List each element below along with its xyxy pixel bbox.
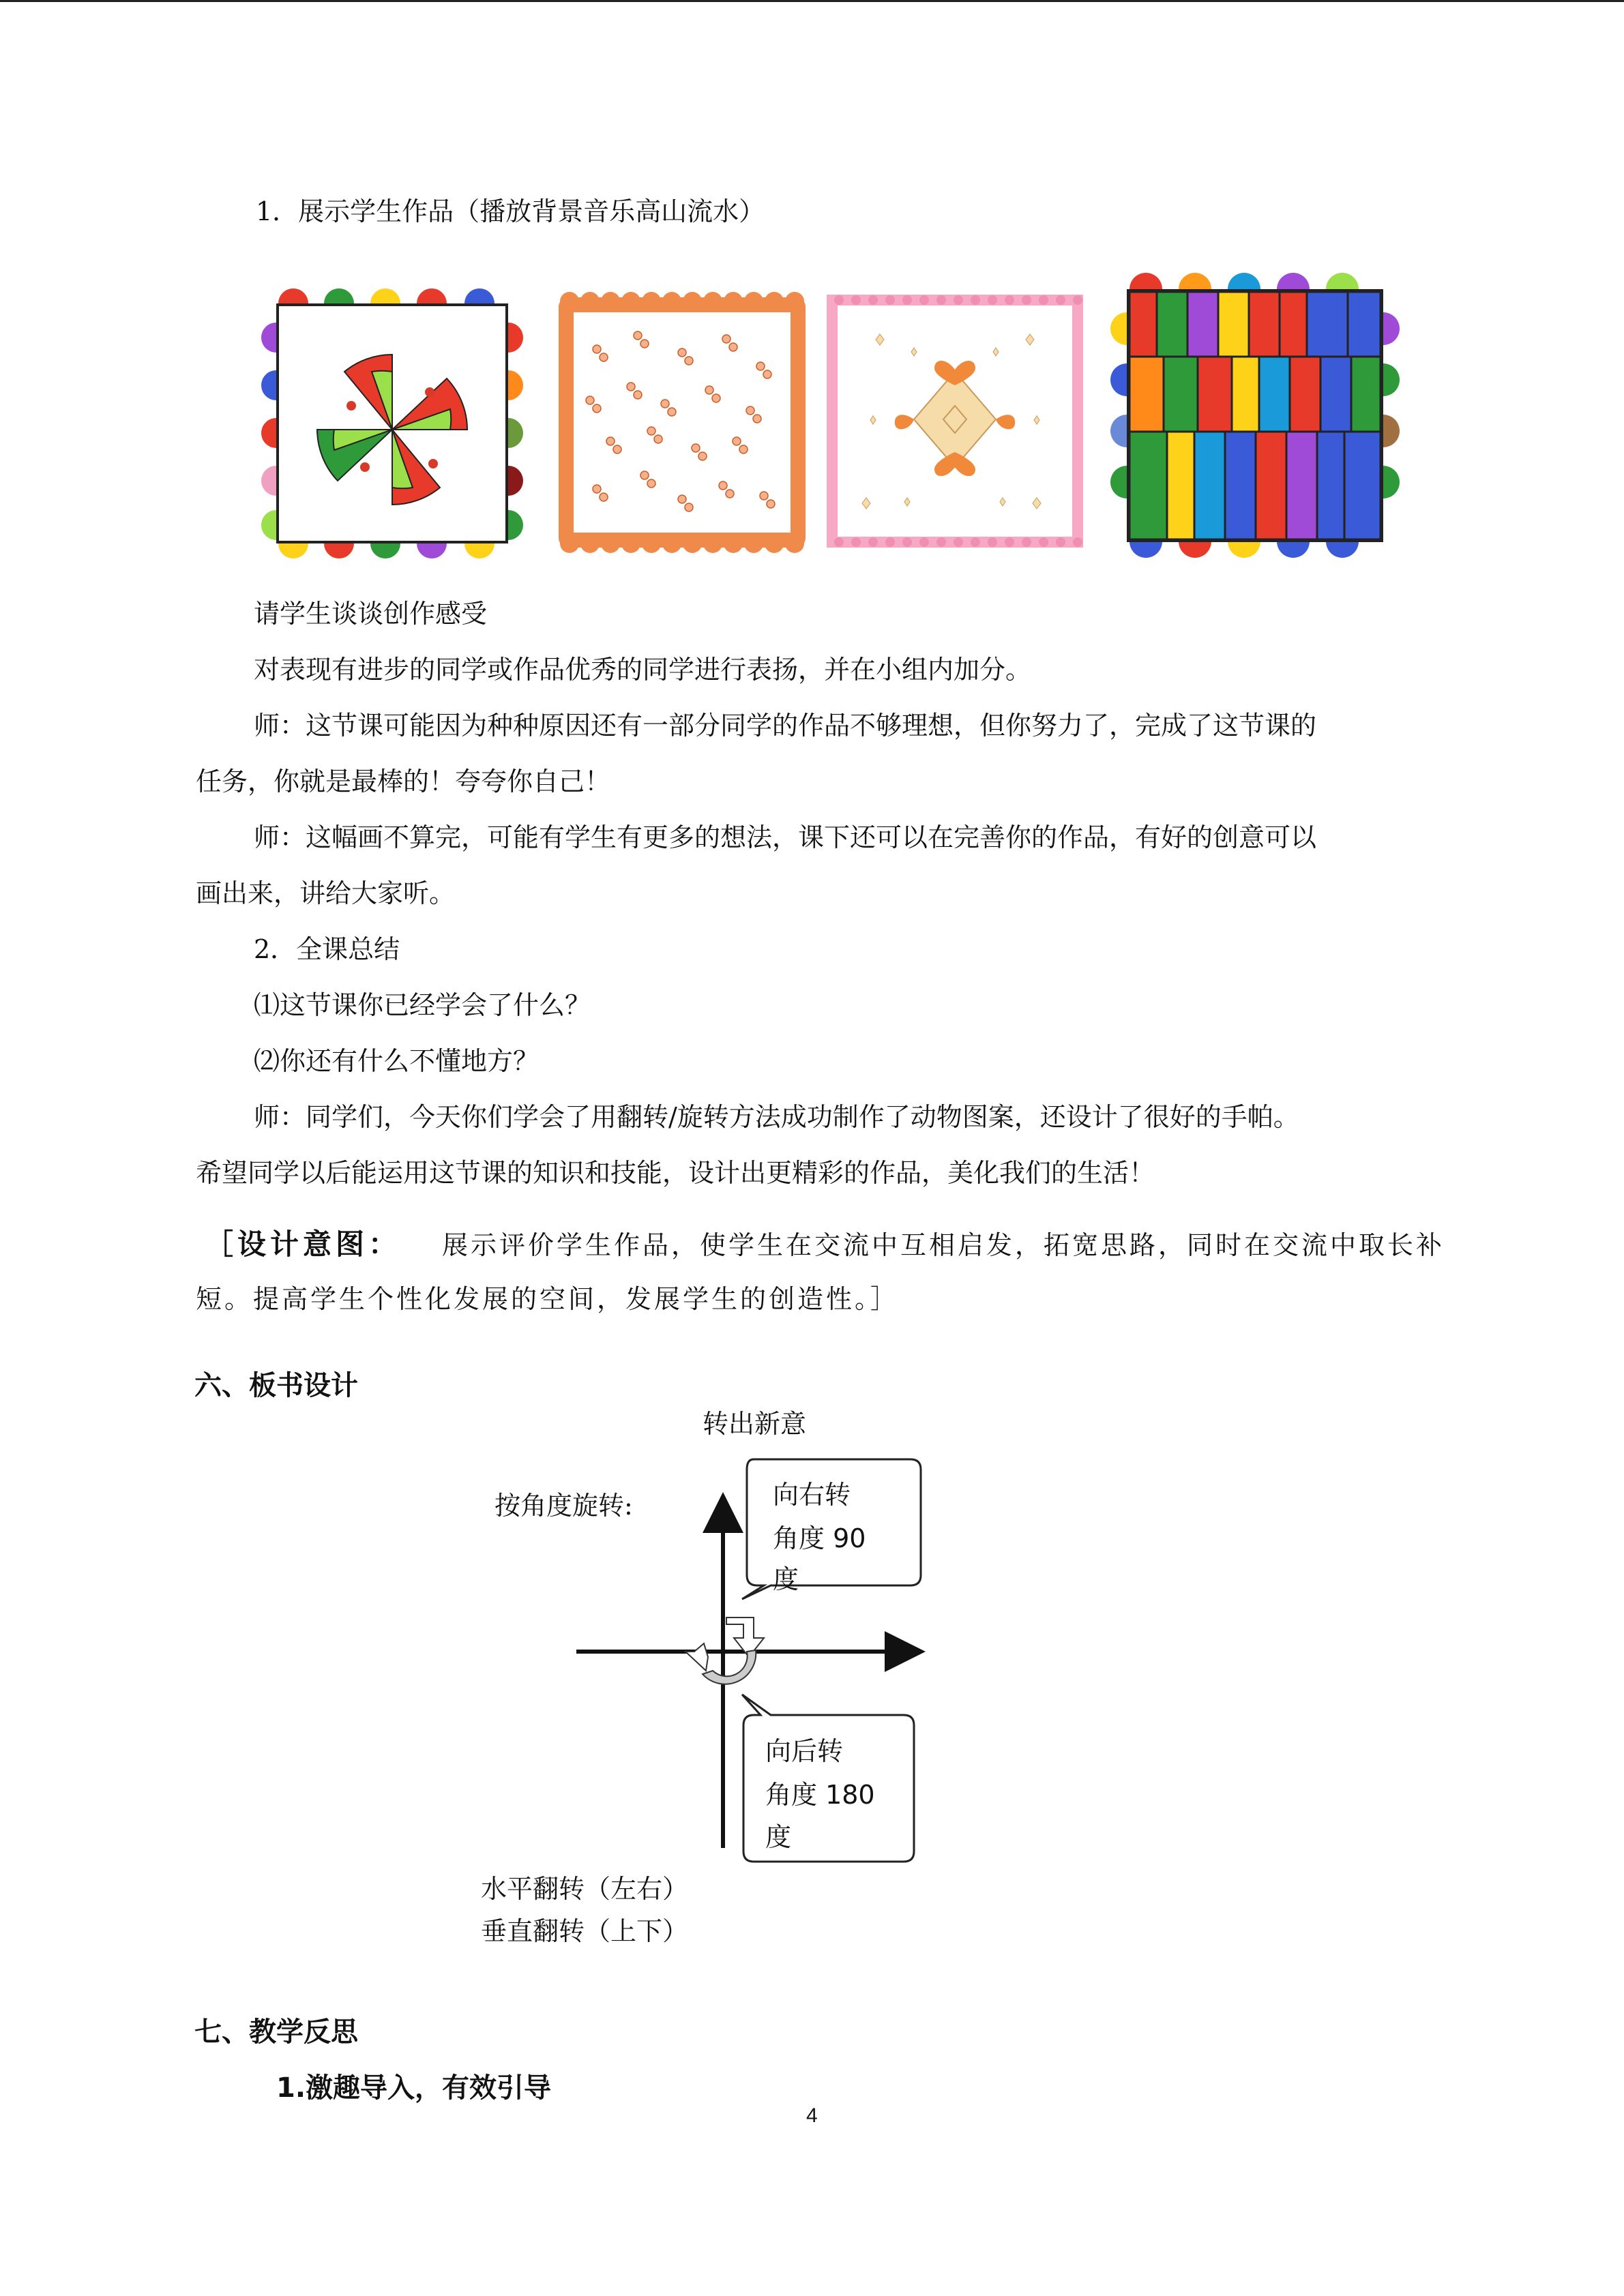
question-1: ⑴这节课你已经学会了什么？ [254,990,591,1020]
turn-back-arrow [703,1650,756,1684]
paragraph-5-line-1: 师：同学们，今天你们学会了用翻转/旋转方法成功制作了动物图案，还设计了很好的手帕。 [254,1102,1299,1132]
hearts-handkerchief [825,293,1084,549]
paragraph-2: 对表现有进步的同学或作品优秀的同学进行表扬，并在小组内加分。 [254,655,1032,685]
rainbow-stripes [1130,292,1381,539]
rainbow-handkerchief [1112,274,1398,557]
bubble-1-line-3: 度 [773,1564,799,1594]
turn-back-arrowhead [685,1643,708,1671]
reflection-item-1: 1.激趣导入，有效引导 [276,2072,552,2104]
rotate-label: 按角度旋转: [494,1491,633,1521]
design-intent-text-1: 展示评价学生作品，使学生在交流中互相启发，拓宽思路，同时在交流中取长补 [442,1230,1445,1260]
bubble-2-line-3: 度 [765,1822,792,1852]
paragraph-1: 请学生谈谈创作感受 [254,599,488,629]
dots-handkerchief [556,295,808,550]
section-1-title: 1．展示学生作品（播放背景音乐高山流水） [256,196,765,226]
design-intent-line-1 [205,1222,1445,1263]
rotation-diagram [573,1452,941,1862]
page-number: 4 [806,2104,818,2127]
board-title: 转出新意 [703,1409,807,1439]
section-7-title: 七、教学反思 [194,2016,358,2048]
question-2: ⑵你还有什么不懂地方？ [254,1046,540,1076]
section-6-title: 六、板书设计 [194,1370,358,1401]
page-top-border [0,0,1624,2]
design-intent-line-2: 短。提高学生个性化发展的空间，发展学生的创造性。］ [196,1284,900,1314]
bubble-2-line-1: 向后转 [765,1736,844,1766]
bubble-1-line-2: 角度 90 [773,1523,866,1553]
paragraph-4-line-1: 师：这幅画不算完，可能有学生有更多的想法，课下还可以在完善你的作品，有好的创意可以 [254,822,1317,852]
design-intent-label: ［设计意图： [205,1227,402,1261]
bubble-2-line-2: 角度 180 [765,1780,875,1810]
paragraph-3-line-2: 任务，你就是最棒的！夸夸你自己！ [196,766,611,796]
summary-title: 2．全课总结 [254,934,400,964]
paragraph-5-line-2: 希望同学以后能运用这节课的知识和技能，设计出更精彩的作品，美化我们的生活！ [196,1158,1155,1188]
flip-horizontal-label: 水平翻转（左右） [481,1874,689,1904]
bubble-1-line-1: 向右转 [773,1480,851,1510]
bubble-1-clip [773,1563,909,1594]
paragraph-3-line-1: 师：这节课可能因为种种原因还有一部分同学的作品不够理想，但你努力了，完成了这节课的 [254,711,1317,741]
pinwheel-handkerchief [263,290,522,556]
flip-vertical-label: 垂直翻转（上下） [481,1916,689,1946]
paragraph-4-line-2: 画出来，讲给大家听。 [196,878,456,908]
